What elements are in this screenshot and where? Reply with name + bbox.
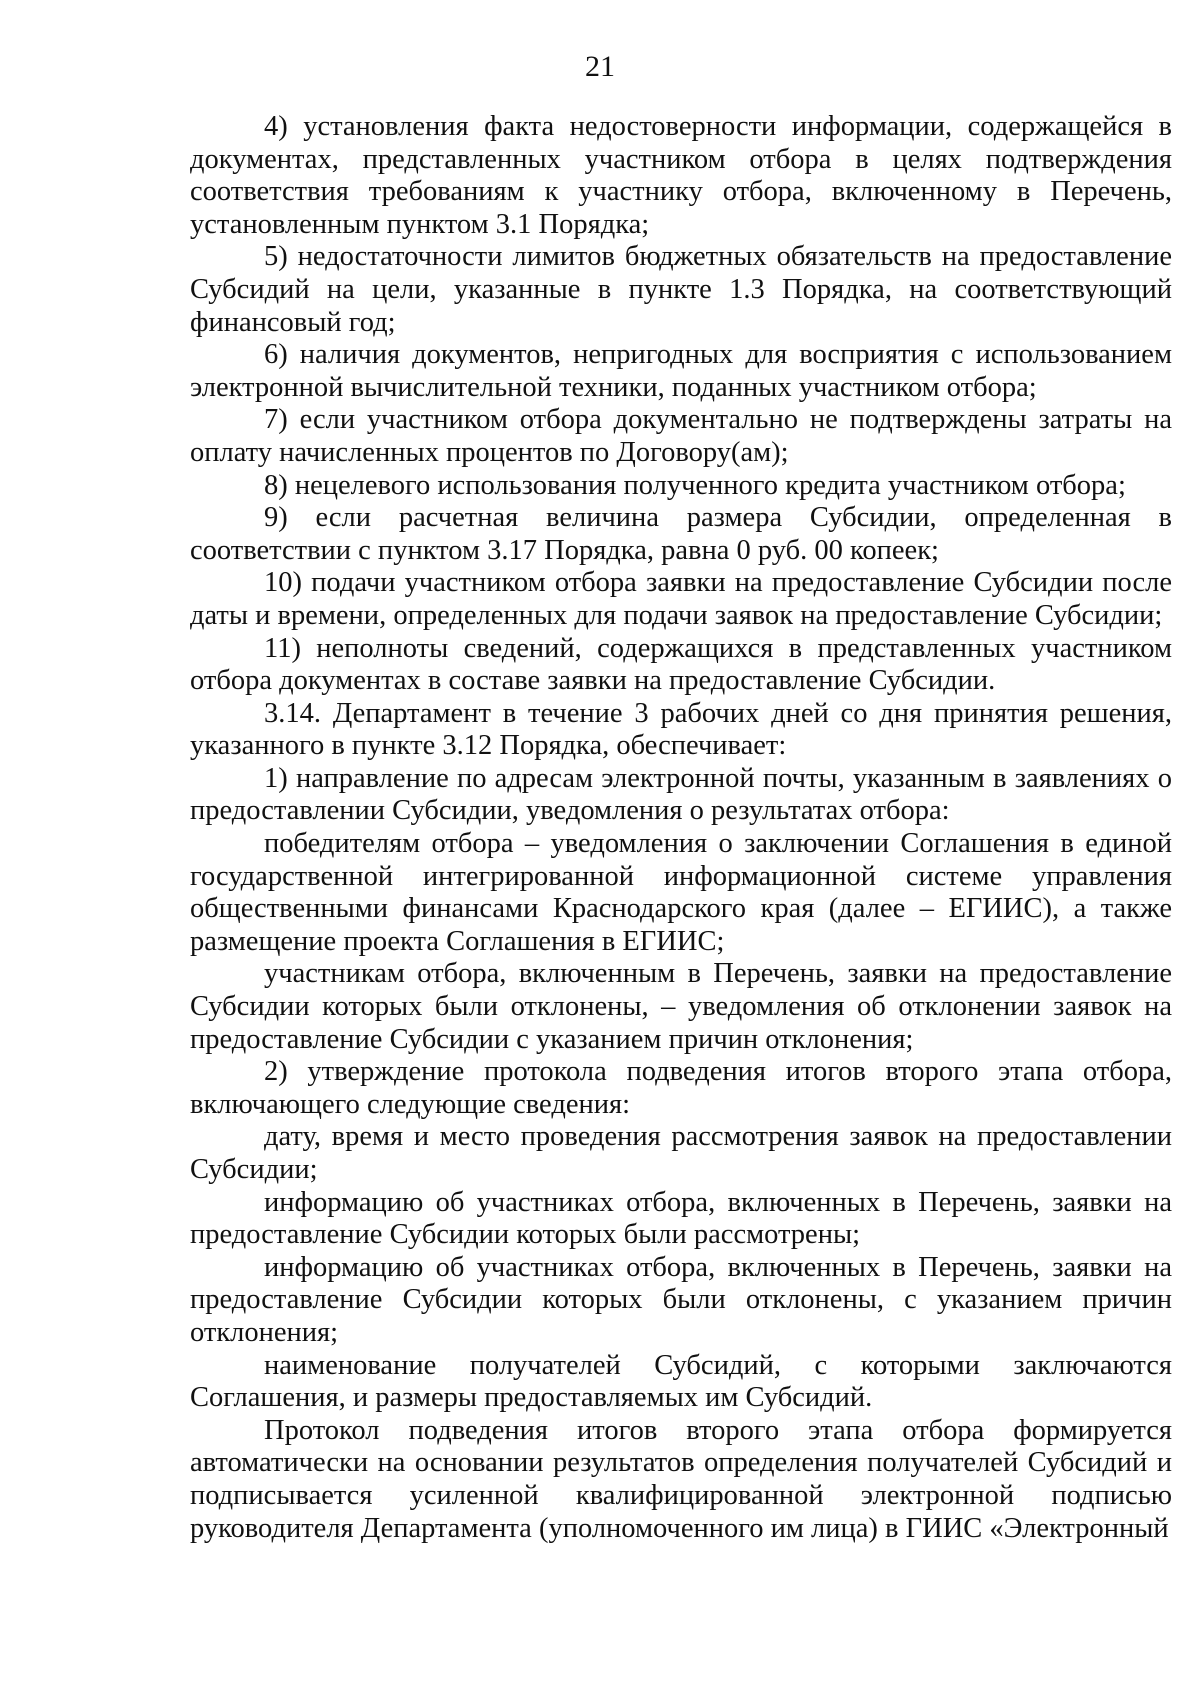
paragraph-rejected-notice: участникам отбора, включенным в Перечень, заявки на предоставление Субсидии которых были отклонены, – уведомления об отклонении заявок на предоставление Субсидии с указанием причин отклонения;: [190, 958, 1172, 1055]
paragraph-item-10: 10) подачи участником отбора заявки на предоставление Субсидии после даты и времени, определенных для подачи заявок на предоставление Субсидии;: [190, 567, 1172, 631]
document-body: [190, 111, 1172, 1545]
paragraph-item-7: 7) если участником отбора документально не подтверждены затраты на оплату начисленных процентов по Договору(ам);: [190, 404, 1172, 468]
paragraph-protocol: Протокол подведения итогов второго этапа отбора формируется автоматически на основании результатов определения получателей Субсидий и подписывается усиленной квалифицированной электронной подписью руководителя Департамента (уполномоченного им лица) в ГИИС «Электронный: [190, 1414, 1172, 1544]
paragraph-item-8: 8) нецелевого использования полученного кредита участником отбора;: [264, 469, 1126, 501]
paragraph-reviewed-participants: информацию об участниках отбора, включенных в Перечень, заявки на предоставление Субсидии которых были рассмотрены;: [190, 1186, 1172, 1251]
paragraph-item-4: 4) установления факта недостоверности информации, содержащейся в документах, представленных участником отбора в целях подтверждения соответствия требованиям к участнику отбора, включенному в Перечень, установленным пунктом 3.1 Порядка;: [190, 111, 1172, 240]
paragraph-section-3-14: 3.14. Департамент в течение 3 рабочих дней со дня принятия решения, указанного в пункте 3.12 Порядка, обеспечивает:: [190, 697, 1172, 762]
page-number: 21: [585, 50, 615, 83]
paragraph-recipients: наименование получателей Субсидий, с которыми заключаются Соглашения, и размеры предоставляемых им Субсидий.: [190, 1349, 1172, 1414]
paragraph-subitem-2: 2) утверждение протокола подведения итогов второго этапа отбора, включающего следующие сведения:: [190, 1056, 1172, 1120]
paragraph-subitem-1: 1) направление по адресам электронной почты, указанным в заявлениях о предоставлении Субсидии, уведомления о результатах отбора:: [190, 762, 1172, 827]
paragraph-item-6: 6) наличия документов, непригодных для восприятия с использованием электронной вычислительной техники, поданных участником отбора;: [190, 339, 1172, 403]
paragraph-rejected-participants: информацию об участниках отбора, включенных в Перечень, заявки на предоставление Субсидии которых были отклонены, с указанием причин отклонения;: [190, 1251, 1172, 1348]
paragraph-winners-notice: победителям отбора – уведомления о заключении Соглашения в единой государственной интегрированной информационной системе управления общественными финансами Краснодарского края (далее – ЕГИИС), а также размещение проекта Соглашения в ЕГИИС;: [190, 828, 1172, 957]
paragraph-item-9: 9) если расчетная величина размера Субсидии, определенная в соответствии с пунктом 3.17 Порядка, равна 0 руб. 00 копеек;: [190, 502, 1172, 566]
paragraph-item-5: 5) недостаточности лимитов бюджетных обязательств на предоставление Субсидий на цели, указанные в пункте 1.3 Порядка, на соответствующий финансовый год;: [190, 241, 1172, 338]
paragraph-date-time-place: дату, время и место проведения рассмотрения заявок на предоставлении Субсидии;: [190, 1121, 1172, 1185]
paragraph-item-11: 11) неполноты сведений, содержащихся в представленных участником отбора документах в составе заявки на предоставление Субсидии.: [190, 632, 1172, 697]
